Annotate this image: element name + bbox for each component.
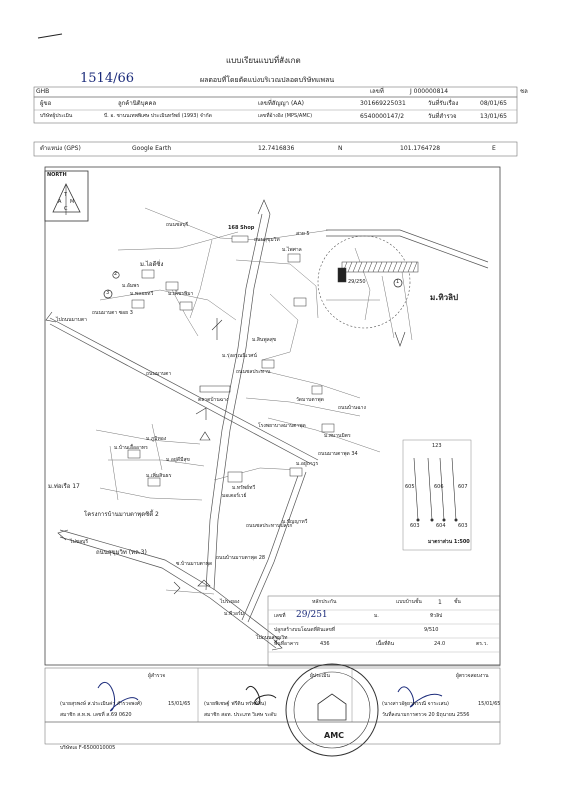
signer-name: (นางสาวอัฐยาพรรณี จาระเสน) (382, 701, 449, 707)
place-label: 168 Shop (228, 225, 255, 231)
gps-label: ตำแหน่ง (GPS) (40, 145, 81, 152)
gps-source: Google Earth (132, 145, 172, 152)
signer-date: 15/01/65 (168, 701, 191, 707)
signer-role: ผู้ประเมิน (310, 673, 330, 679)
place-label: ถนนชลประทาน (236, 369, 271, 375)
place-label: ไประยอง (220, 599, 240, 605)
place-label: ม.ไอดีซิ่ง (140, 261, 164, 268)
place-label: ตลาดบ้านฉาง (198, 397, 229, 403)
place-label: ถนนมาบตาพุด 34 (318, 451, 358, 457)
footer-code: บริษัทเอ F-6500010005 (60, 745, 116, 751)
area-label: พื้นที่อาคาร (274, 641, 299, 647)
land-unit: ตร.ว. (476, 641, 488, 647)
floors-unit: ชั้น (454, 599, 461, 605)
signer-license: วันที่ลงนามการตรวจ 20 มิถุนายน 2556 (382, 712, 470, 718)
left-code: GHB (36, 88, 50, 95)
place-label: ไปถนนสุขุมวิท (256, 635, 288, 641)
reference-label: เลขที่อ้างอิง (MPS/AMC) (258, 113, 313, 119)
doc-title-line1: แบบเรียนแบบที่สังเกต (226, 56, 301, 65)
compass-letter: C (64, 206, 68, 212)
signer-license: สมาชิก สอท. ประเภท วิเศษ ระดับ (204, 712, 277, 718)
marker-2: 2 (114, 271, 118, 277)
place-label: ม.เพ็ชรพิมา (168, 291, 194, 297)
place-label: ม.อัมพร (122, 283, 140, 289)
place-label: ถนนชลประทานปลวก (246, 523, 293, 529)
place-label: ม.รุ่งอรุณนิเวศน์ (222, 353, 257, 359)
place-label: โครงการบ้านมาบตาพุดซิตี้ 2 (84, 511, 159, 518)
doc-title-line2: ผลตอบที่โดยตัดแบ่งบริเวณปลอดบริษัทแพลน (200, 76, 335, 84)
plot-scale: มาตราส่วน 1:500 (428, 539, 470, 545)
appraiser-label: บริษัทผู้ประเมิน (40, 113, 73, 119)
received-value: 08/01/65 (480, 100, 507, 107)
place-label: มอเตอร์เวย์ (222, 493, 247, 499)
signer-name: (นายพิเชษฐ์ ฟรีดิน ทรัพย์สิน) (204, 701, 267, 707)
signer-date: 15/01/65 (478, 701, 501, 707)
place-label: ม.ไพศาล (282, 247, 302, 253)
place-label: ถนนชลบุรี (166, 222, 189, 228)
contract-label: เลขที่สัญญา (AA) (258, 100, 305, 107)
signer-license: สมาชิก ส.ท.พ. เลขที่ ส.69 0620 (60, 712, 132, 718)
place-label: สาย 5 (296, 231, 310, 237)
subject-plot-label: 29/250 (348, 279, 366, 285)
place-label: ม.อยู่ดีมีสุข (166, 457, 190, 463)
place-label: ถนนสุขุมวิท (254, 237, 280, 243)
property-type-label: หลักประกัน (312, 599, 337, 605)
reference-value: 6540000147/2 (360, 113, 405, 120)
signer-role: ผู้ตรวจสอบงาน (456, 673, 489, 679)
marker-3: 3 (106, 290, 110, 296)
place-label: ไปถนนมาบตา (56, 317, 87, 323)
place-label: ม.อยู่ถาวร (296, 461, 319, 467)
plot-lot-label: 604 (436, 523, 446, 529)
floors-label: แบบบ้านชั้น (396, 599, 422, 605)
place-label: ม.ทรัพย์ทวี (232, 485, 256, 491)
longitude: 101.1764728 (400, 145, 441, 152)
handwritten-ref: 1514/66 (80, 71, 135, 86)
compass-letter: A (58, 199, 62, 205)
place-label: ม.ปัญญาทวี (282, 519, 308, 525)
deed-label: ปลูกสร้างบนโฉนดที่ดินเลขที่ (274, 627, 336, 633)
appraiser-value: บี. อ. ชานนเทพพิเศษ ประเมินทรัพย์ (1993) จำกัด (104, 113, 212, 119)
place-label: ม.พลอยทวี (130, 291, 154, 297)
house-no: 29/251 (296, 610, 328, 620)
corner-code: ชล (520, 88, 528, 95)
north-label: NORTH (47, 172, 67, 178)
contract-value: 301669225031 (360, 100, 406, 107)
land-value: 24.0 (434, 641, 446, 647)
place-label: ม.พีวอร์ม (224, 611, 244, 617)
received-label: วันที่รับเรื่อง (428, 100, 459, 107)
place-label: ม.บ้านเอื้ออาทร (114, 445, 148, 451)
north-marker: N (338, 145, 343, 152)
village-name: ทิวลิป (430, 613, 443, 619)
place-label: ม.สินพูลสุข (252, 337, 277, 343)
doc-no: J 000000814 (410, 88, 449, 95)
place-label: ถนนมาบตา ซอย 3 (92, 310, 133, 316)
place-label: ไปชลบุรี (70, 539, 89, 545)
signer-role: ผู้สำรวจ (148, 673, 166, 679)
land-label: เนื้อที่ดิน (376, 641, 395, 647)
east-marker: E (492, 145, 496, 152)
place-label: ม.เพิ่มสินธร (146, 473, 172, 479)
doc-no-label: เลขที่ (370, 88, 384, 95)
soi-label: ม. (374, 613, 379, 619)
place-label: ถนนสุขุมวิท (ทล.3) (96, 549, 147, 556)
place-label: ม.ภูมิทอง (146, 436, 167, 442)
area-value: 436 (320, 641, 330, 647)
latitude: 12.7416836 (258, 145, 295, 152)
place-label: ม.ท่อเรือ 17 (48, 483, 80, 490)
plot-lot-label: 605 (405, 484, 415, 490)
place-label: ม.สมานมิตร (324, 433, 351, 439)
house-no-label: เลขที่ (274, 613, 286, 619)
plot-lot-label: 607 (458, 484, 468, 490)
survey-date-label: วันที่สำรวจ (428, 113, 457, 120)
deed-no: 9/510 (424, 627, 439, 633)
applicant-value: ลูกค้านิติบุคคล (118, 100, 157, 107)
place-label: ซ.บ้านมาบตาพุด (176, 561, 213, 567)
applicant-label: ผู้ขอ (40, 100, 52, 107)
plot-top-label: 123 (432, 443, 442, 449)
compass-letter: M (70, 199, 75, 205)
place-label: ถนนมาบตา (146, 371, 172, 377)
place-label: ถนนบ้านมาบตาพุด 28 (216, 555, 266, 561)
plot-lot-label: 603 (458, 523, 468, 529)
place-label: วัดมาบตาพุด (296, 397, 324, 403)
company-stamp: AMC (324, 731, 345, 740)
signer-name: (นายสุรพงษ์ ส.ประเมินค่า สำรวจพงศ์) (60, 701, 142, 707)
plot-lot-label: 603 (410, 523, 420, 529)
plot-lot-label: 606 (434, 484, 444, 490)
compass-letter: T (64, 192, 68, 198)
survey-date-value: 13/01/65 (480, 113, 507, 120)
place-label: ม.ทิวลิป (430, 293, 459, 302)
floors-value: 1 (438, 599, 442, 606)
place-label: โรงพยาบาลมาบตาพุด (258, 423, 306, 429)
place-label: ถนนบ้านฉาง (338, 405, 366, 411)
marker-1: 1 (396, 279, 400, 285)
